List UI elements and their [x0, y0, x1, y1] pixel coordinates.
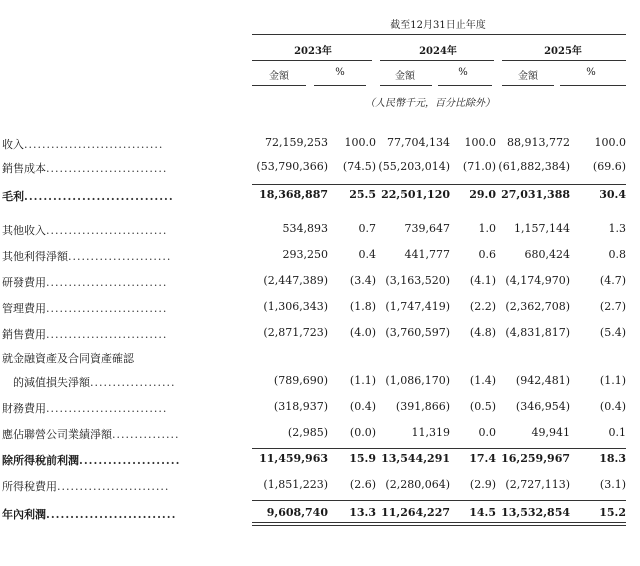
cell-pct-2023: (1.1) — [349, 374, 376, 387]
cell-pct-2025: 0.8 — [608, 248, 626, 261]
cell-pct-2023: 15.9 — [349, 452, 376, 465]
row-label-text: 其他收入 — [2, 224, 46, 237]
cell-pct-2024: (0.5) — [469, 400, 496, 413]
cell-amount-2024: (55,203,014) — [378, 160, 450, 173]
cell-amount-2023: (2,447,389) — [263, 274, 328, 287]
row-leader-dots: ........................... — [46, 224, 168, 237]
unit-note: （人民幣千元，百分比除外） — [365, 98, 495, 109]
row-leader-dots: ......................... — [57, 480, 170, 493]
row-label-text: 管理費用 — [2, 302, 46, 315]
cell-amount-2025: 1,157,144 — [514, 222, 570, 235]
row-label-text: 年內利潤 — [2, 508, 46, 521]
rule-above-gross-profit — [252, 184, 626, 185]
cell-pct-2024: 0.0 — [478, 426, 496, 439]
cell-amount-2024: 77,704,134 — [387, 136, 450, 149]
sub-rule-p24 — [438, 85, 492, 86]
cell-pct-2024: 29.0 — [469, 188, 496, 201]
cell-pct-2025: 18.3 — [599, 452, 626, 465]
year-rule-2025 — [502, 60, 626, 61]
pct-header-2024: % — [458, 67, 468, 78]
cell-pct-2023: (3.4) — [349, 274, 376, 287]
row-label — [2, 400, 242, 416]
cell-pct-2023: 0.4 — [358, 248, 376, 261]
cell-pct-2024: 100.0 — [464, 136, 496, 149]
sub-rule-p25 — [560, 85, 626, 86]
cell-amount-2024: 13,544,291 — [381, 452, 450, 465]
cell-pct-2025: (3.1) — [599, 478, 626, 491]
double-rule-2 — [252, 525, 626, 526]
cell-amount-2025: 680,424 — [524, 248, 570, 261]
row-leader-dots: ........................... — [46, 508, 177, 521]
cell-amount-2025: 49,941 — [531, 426, 570, 439]
row-label-text: 毛利 — [2, 190, 24, 203]
row-label — [2, 136, 242, 152]
row-label — [2, 452, 242, 468]
row-label — [2, 326, 242, 342]
rule-above-net — [252, 500, 626, 501]
row-label-text: 就金融資產及合同資產確認 — [2, 352, 134, 365]
table-row — [0, 452, 640, 476]
cell-amount-2024: (3,163,520) — [385, 274, 450, 287]
row-label-text: 所得稅費用 — [2, 480, 57, 493]
row-label-text: 銷售成本 — [2, 162, 46, 175]
cell-pct-2023: 13.3 — [349, 506, 376, 519]
cell-pct-2024: 14.5 — [469, 506, 496, 519]
row-label — [2, 248, 242, 264]
cell-amount-2023: 9,608,740 — [266, 506, 328, 519]
row-leader-dots: ..................... — [79, 454, 181, 467]
cell-pct-2025: (4.7) — [599, 274, 626, 287]
row-label — [2, 160, 242, 176]
cell-pct-2023: (0.0) — [349, 426, 376, 439]
sub-rule-a23 — [252, 85, 306, 86]
period-rule — [252, 34, 626, 35]
cell-pct-2023: (0.4) — [349, 400, 376, 413]
cell-amount-2025: (4,831,817) — [505, 326, 570, 339]
row-label — [2, 222, 242, 238]
row-leader-dots: ............... — [112, 428, 180, 441]
cell-amount-2025: (346,954) — [515, 400, 570, 413]
row-label — [2, 506, 242, 522]
year-rule-2024 — [380, 60, 494, 61]
cell-pct-2024: (4.1) — [469, 274, 496, 287]
cell-amount-2023: (1,851,223) — [263, 478, 328, 491]
cell-pct-2025: 15.2 — [599, 506, 626, 519]
row-label-text: 除所得稅前利潤 — [2, 454, 79, 467]
pct-header-2025: % — [586, 67, 596, 78]
table-row — [0, 136, 640, 160]
cell-pct-2023: (4.0) — [349, 326, 376, 339]
cell-pct-2024: 1.0 — [478, 222, 496, 235]
cell-amount-2023: 11,459,963 — [259, 452, 328, 465]
table-row — [0, 188, 640, 212]
cell-amount-2024: (391,866) — [395, 400, 450, 413]
cell-amount-2023: (2,985) — [287, 426, 328, 439]
cell-amount-2023: (53,790,366) — [256, 160, 328, 173]
cell-amount-2023: 293,250 — [282, 248, 328, 261]
row-leader-dots: ........................... — [46, 276, 168, 289]
cell-amount-2024: (1,086,170) — [385, 374, 450, 387]
row-label — [2, 478, 242, 494]
row-label — [2, 188, 242, 204]
cell-amount-2025: (4,174,970) — [505, 274, 570, 287]
row-leader-dots: ........................... — [46, 328, 168, 341]
cell-pct-2025: 30.4 — [599, 188, 626, 201]
table-row — [0, 274, 640, 298]
cell-pct-2023: 0.7 — [358, 222, 376, 235]
pct-header-2023: % — [335, 67, 345, 78]
table-row — [0, 426, 640, 450]
cell-pct-2023: 25.5 — [349, 188, 376, 201]
cell-pct-2024: (4.8) — [469, 326, 496, 339]
cell-amount-2025: (2,362,708) — [505, 300, 570, 313]
cell-amount-2024: 11,264,227 — [381, 506, 450, 519]
row-label-text: 的減值損失淨額 — [2, 376, 90, 389]
amount-header-2023: 金額 — [269, 71, 289, 82]
sub-rule-a24 — [380, 85, 432, 86]
row-label — [2, 374, 242, 390]
cell-amount-2025: 16,259,967 — [501, 452, 570, 465]
cell-amount-2023: (1,306,343) — [263, 300, 328, 313]
year-2024: 2024年 — [419, 46, 457, 57]
cell-amount-2025: 88,913,772 — [507, 136, 570, 149]
cell-amount-2024: (3,760,597) — [385, 326, 450, 339]
row-leader-dots: ............................... — [24, 190, 174, 203]
row-label — [2, 300, 242, 316]
row-label-text: 銷售費用 — [2, 328, 46, 341]
cell-pct-2025: 0.1 — [608, 426, 626, 439]
cell-pct-2025: (5.4) — [599, 326, 626, 339]
row-leader-dots: ........................... — [46, 162, 168, 175]
row-leader-dots: ........................... — [46, 302, 168, 315]
cell-pct-2024: (2.2) — [469, 300, 496, 313]
row-label-text: 收入 — [2, 138, 24, 151]
cell-amount-2025: (2,727,113) — [505, 478, 570, 491]
rule-above-pretax — [252, 448, 626, 449]
table-row — [0, 160, 640, 184]
cell-pct-2024: (71.0) — [462, 160, 496, 173]
amount-header-2025: 金額 — [518, 71, 538, 82]
cell-pct-2023: (2.6) — [349, 478, 376, 491]
cell-amount-2023: (318,937) — [273, 400, 328, 413]
cell-amount-2025: 13,532,854 — [501, 506, 570, 519]
cell-amount-2024: 739,647 — [404, 222, 450, 235]
amount-header-2024: 金額 — [395, 71, 415, 82]
year-2025: 2025年 — [544, 46, 582, 57]
cell-amount-2023: (2,871,723) — [263, 326, 328, 339]
row-label — [2, 426, 242, 442]
row-label-text: 其他利得淨額 — [2, 250, 68, 263]
cell-amount-2024: (1,747,419) — [385, 300, 450, 313]
cell-pct-2024: (1.4) — [469, 374, 496, 387]
cell-amount-2023: 18,368,887 — [259, 188, 328, 201]
cell-amount-2025: (61,882,384) — [498, 160, 570, 173]
year-rule-2023 — [252, 60, 372, 61]
row-leader-dots: ........................... — [46, 402, 168, 415]
double-rule-1 — [252, 522, 626, 523]
table-row — [0, 326, 640, 350]
table-row — [0, 300, 640, 324]
period-header: 截至12月31日止年度 — [390, 20, 486, 31]
cell-pct-2024: 0.6 — [478, 248, 496, 261]
table-row — [0, 350, 640, 374]
row-leader-dots: ....................... — [68, 250, 172, 263]
sub-rule-a25 — [502, 85, 554, 86]
row-leader-dots: ................... — [90, 376, 176, 389]
cell-amount-2025: 27,031,388 — [501, 188, 570, 201]
table-row — [0, 478, 640, 502]
cell-pct-2025: 1.3 — [608, 222, 626, 235]
cell-pct-2025: (0.4) — [599, 400, 626, 413]
cell-pct-2023: (74.5) — [342, 160, 376, 173]
cell-amount-2023: 534,893 — [282, 222, 328, 235]
cell-amount-2024: 11,319 — [411, 426, 450, 439]
year-2023: 2023年 — [294, 46, 332, 57]
cell-pct-2023: 100.0 — [344, 136, 376, 149]
cell-pct-2025: (69.6) — [592, 160, 626, 173]
row-leader-dots: ............................... — [24, 138, 164, 151]
sub-rule-p23 — [314, 85, 366, 86]
row-label-text: 研發費用 — [2, 276, 46, 289]
table-row — [0, 374, 640, 398]
row-label-text: 財務費用 — [2, 402, 46, 415]
row-label-text: 應佔聯營公司業績淨額 — [2, 428, 112, 441]
table-row — [0, 400, 640, 424]
table-row — [0, 248, 640, 272]
table-row — [0, 222, 640, 246]
cell-pct-2023: (1.8) — [349, 300, 376, 313]
table-row — [0, 506, 640, 530]
row-label — [2, 350, 242, 366]
row-label — [2, 274, 242, 290]
cell-pct-2024: 17.4 — [469, 452, 496, 465]
cell-amount-2024: 441,777 — [404, 248, 450, 261]
cell-amount-2023: 72,159,253 — [265, 136, 328, 149]
cell-amount-2024: 22,501,120 — [381, 188, 450, 201]
cell-pct-2024: (2.9) — [469, 478, 496, 491]
cell-pct-2025: 100.0 — [594, 136, 626, 149]
cell-pct-2025: (2.7) — [599, 300, 626, 313]
cell-amount-2023: (789,690) — [273, 374, 328, 387]
cell-pct-2025: (1.1) — [599, 374, 626, 387]
cell-amount-2025: (942,481) — [515, 374, 570, 387]
cell-amount-2024: (2,280,064) — [385, 478, 450, 491]
